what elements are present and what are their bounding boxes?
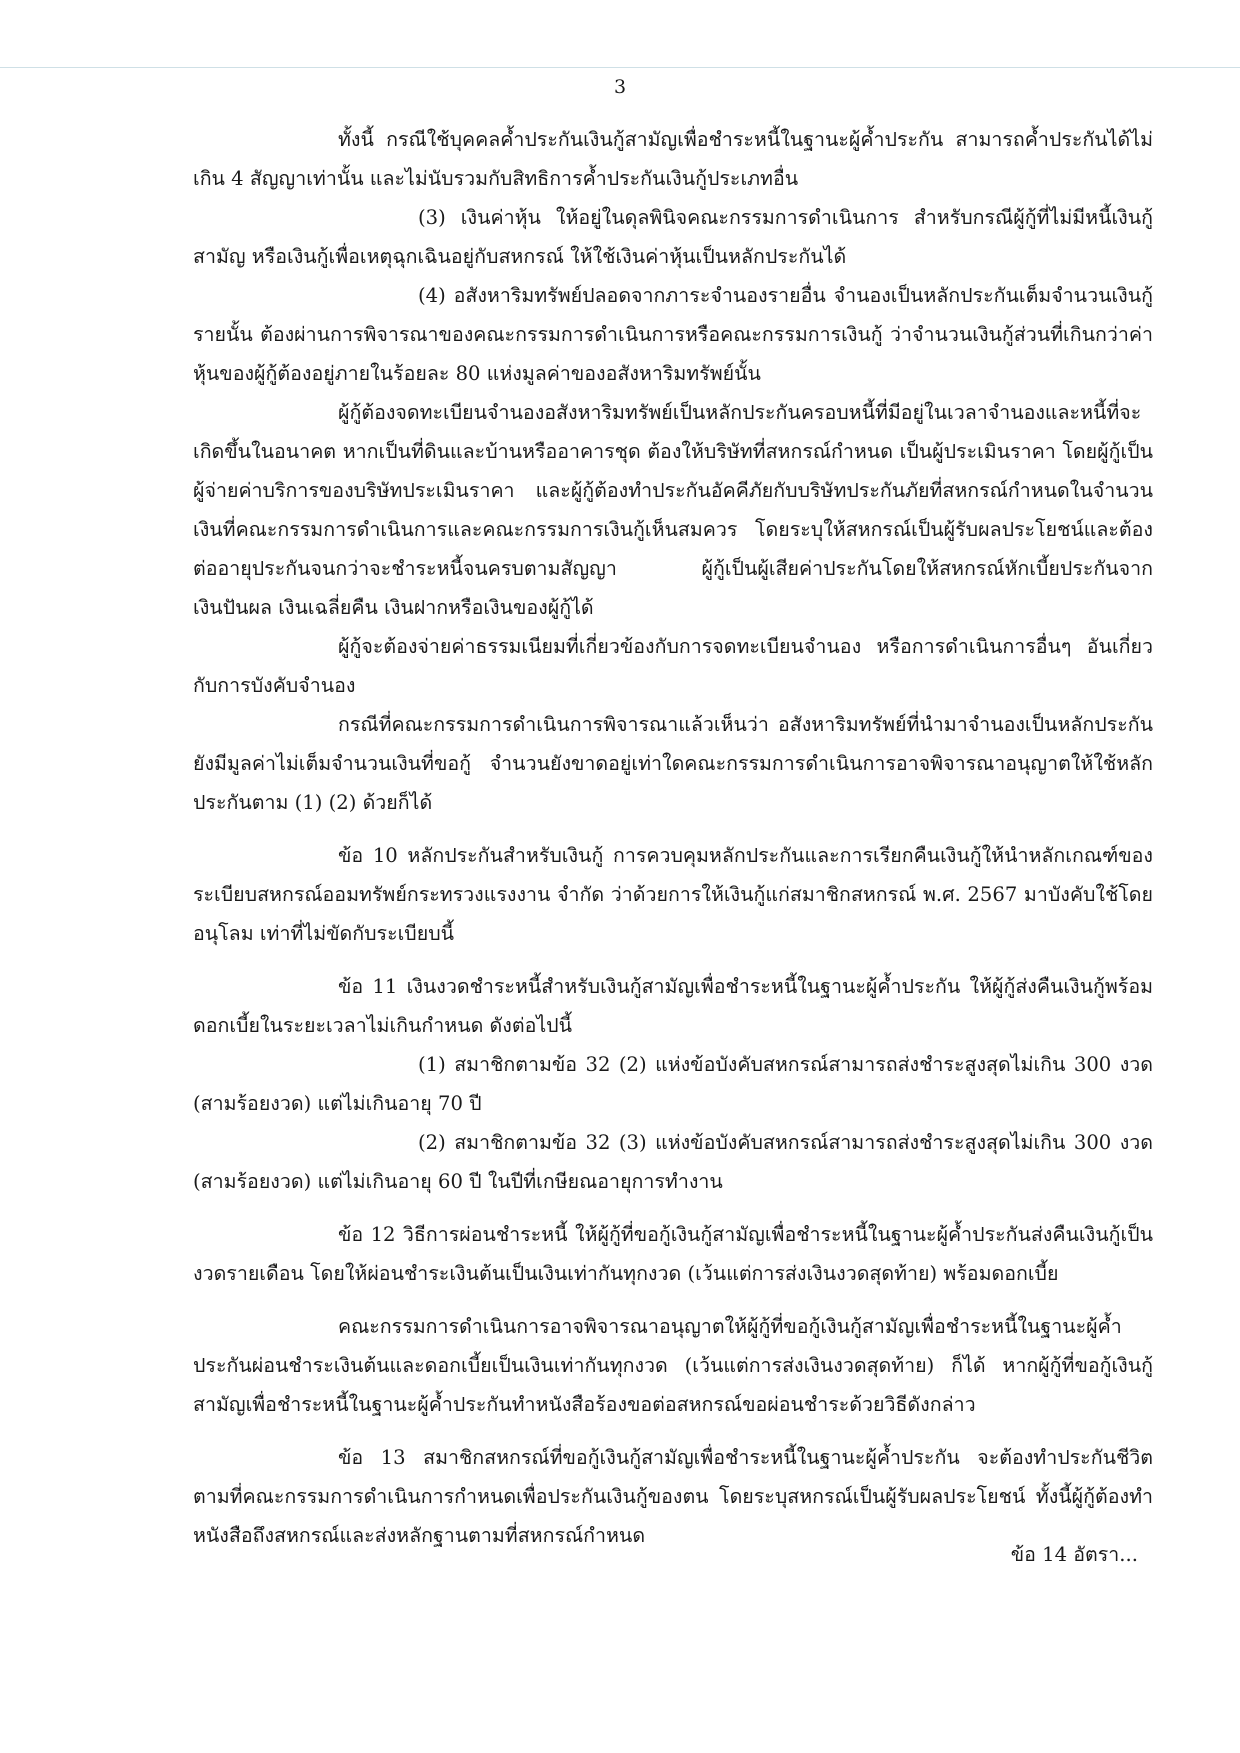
paragraph-guarantor-limit: ทั้งนี้ กรณีใช้บุคคลค้ำประกันเงินกู้สามัญเพื่อชำระหนี้ในฐานะผู้ค้ำประกัน สามารถค้ำประกันได้ไม่เกิน 4 สัญญาเท่านั้น และไม่นับรวมกับสิทธิการค้ำประกันเงินกู้ประเภทอื่น [193,128,1153,190]
paragraph-article-10: ข้อ 10 หลักประกันสำหรับเงินกู้ การควบคุมหลักประกันและการเรียกคืนเงินกู้ให้นำหลักเกณฑ์ของระเบียบสหกรณ์ออมทรัพย์กระทรวงแรงงาน จำกัด ว่าด้วยการให้เงินกู้แก่สมาชิกสหกรณ์ พ.ศ. 2567 มาบังคับใช้โดยอนุโลม เท่าที่ไม่ขัดกับระเบียบนี้ [193,844,1153,945]
paragraph-share-collateral: (3) เงินค่าหุ้น ให้อยู่ในดุลพินิจคณะกรรมการดำเนินการ สำหรับกรณีผู้กู้ที่ไม่มีหนี้เงินกู้สามัญ หรือเงินกู้เพื่อเหตุฉุกเฉินอยู่กับสหกรณ์ ให้ใช้เงินค่าหุ้นเป็นหลักประกันได้ [193,206,1153,268]
paragraph-article-12: ข้อ 12 วิธีการผ่อนชำระหนี้ ให้ผู้กู้ที่ขอกู้เงินกู้สามัญเพื่อชำระหนี้ในฐานะผู้ค้ำประกันส่งคืนเงินกู้เป็นงวดรายเดือน โดยให้ผ่อนชำระเงินต้นเป็นเงินเท่ากันทุกงวด (เว้นแต่การส่งเงินงวดสุดท้าย) พร้อมดอกเบี้ย [193,1223,1153,1285]
paragraph-real-estate-collateral: (4) อสังหาริมทรัพย์ปลอดจากภาระจำนองรายอื่น จำนองเป็นหลักประกันเต็มจำนวนเงินกู้รายนั้น ต้องผ่านการพิจารณาของคณะกรรมการดำเนินการหรือคณะกรรมการเงินกู้ ว่าจำนวนเงินกู้ส่วนที่เกินกว่าค่าหุ้นของผู้กู้ต้องอยู่ภายในร้อยละ 80 แห่งมูลค่าของอสังหาริมทรัพย์นั้น [193,284,1153,385]
paragraph-article-11-item-1: (1) สมาชิกตามข้อ 32 (2) แห่งข้อบังคับสหกรณ์สามารถส่งชำระสูงสุดไม่เกิน 300 งวด (สามร้อยงวด) แต่ไม่เกินอายุ 70 ปี [193,1053,1153,1115]
top-rule [0,67,1240,68]
page-number: 3 [613,76,627,98]
next-page-reference: ข้อ 14 อัตรา... [1010,1543,1138,1566]
paragraph-mortgage-fees: ผู้กู้จะต้องจ่ายค่าธรรมเนียมที่เกี่ยวข้องกับการจดทะเบียนจำนอง หรือการดำเนินการอื่นๆ อันเกี่ยวกับการบังคับจำนอง [193,635,1153,697]
paragraph-article-12-alternative: คณะกรรมการดำเนินการอาจพิจารณาอนุญาตให้ผู้กู้ที่ขอกู้เงินกู้สามัญเพื่อชำระหนี้ในฐานะผู้ค้ำประกันผ่อนชำระเงินต้นและดอกเบี้ยเป็นเงินเท่ากันทุกงวด (เว้นแต่การส่งเงินงวดสุดท้าย) ก็ได้ หากผู้กู้ที่ขอกู้เงินกู้สามัญเพื่อชำระหนี้ในฐานะผู้ค้ำประกันทำหนังสือร้องขอต่อสหกรณ์ขอผ่อนชำระด้วยวิธีดังกล่าว [193,1315,1153,1416]
paragraph-article-11-item-2: (2) สมาชิกตามข้อ 32 (3) แห่งข้อบังคับสหกรณ์สามารถส่งชำระสูงสุดไม่เกิน 300 งวด (สามร้อยงวด) แต่ไม่เกินอายุ 60 ปี ในปีที่เกษียณอายุการทำงาน [193,1131,1153,1193]
paragraph-article-11: ข้อ 11 เงินงวดชำระหนี้สำหรับเงินกู้สามัญเพื่อชำระหนี้ในฐานะผู้ค้ำประกัน ให้ผู้กู้ส่งคืนเงินกู้พร้อมดอกเบี้ยในระยะเวลาไม่เกินกำหนด ดังต่อไปนี้ [193,975,1153,1037]
paragraph-article-13: ข้อ 13 สมาชิกสหกรณ์ที่ขอกู้เงินกู้สามัญเพื่อชำระหนี้ในฐานะผู้ค้ำประกัน จะต้องทำประกันชีวิตตามที่คณะกรรมการดำเนินการกำหนดเพื่อประกันเงินกู้ของตน โดยระบุสหกรณ์เป็นผู้รับผลประโยชน์ ทั้งนี้ผู้กู้ต้องทำหนังสือถึงสหกรณ์และส่งหลักฐานตามที่สหกรณ์กำหนด [193,1446,1153,1547]
document-body [193,120,1153,1555]
paragraph-insufficient-value: กรณีที่คณะกรรมการดำเนินการพิจารณาแล้วเห็นว่า อสังหาริมทรัพย์ที่นำมาจำนองเป็นหลักประกันยังมีมูลค่าไม่เต็มจำนวนเงินที่ขอกู้ จำนวนยังขาดอยู่เท่าใดคณะกรรมการดำเนินการอาจพิจารณาอนุญาตให้ใช้หลักประกันตาม (1) (2) ด้วยก็ได้ [193,713,1153,814]
paragraph-mortgage-registration: ผู้กู้ต้องจดทะเบียนจำนองอสังหาริมทรัพย์เป็นหลักประกันครอบหนี้ที่มีอยู่ในเวลาจำนองและหนี้ที่จะเกิดขึ้นในอนาคต หากเป็นที่ดินและบ้านหรืออาคารชุด ต้องให้บริษัทที่สหกรณ์กำหนด เป็นผู้ประเมินราคา โดยผู้กู้เป็นผู้จ่ายค่าบริการของบริษัทประเมินราคา และผู้กู้ต้องทำประกันอัคคีภัยกับบริษัทประกันภัยที่สหกรณ์กำหนดในจำนวนเงินที่คณะกรรมการดำเนินการและคณะกรรมการเงินกู้เห็นสมควร โดยระบุให้สหกรณ์เป็นผู้รับผลประโยชน์และต้องต่ออายุประกันจนกว่าจะชำระหนี้จนครบตามสัญญา ผู้กู้เป็นผู้เสียค่าประกันโดยให้สหกรณ์หักเบี้ยประกันจากเงินปันผล เงินเฉลี่ยคืน เงินฝากหรือเงินของผู้กู้ได้ [193,401,1153,619]
